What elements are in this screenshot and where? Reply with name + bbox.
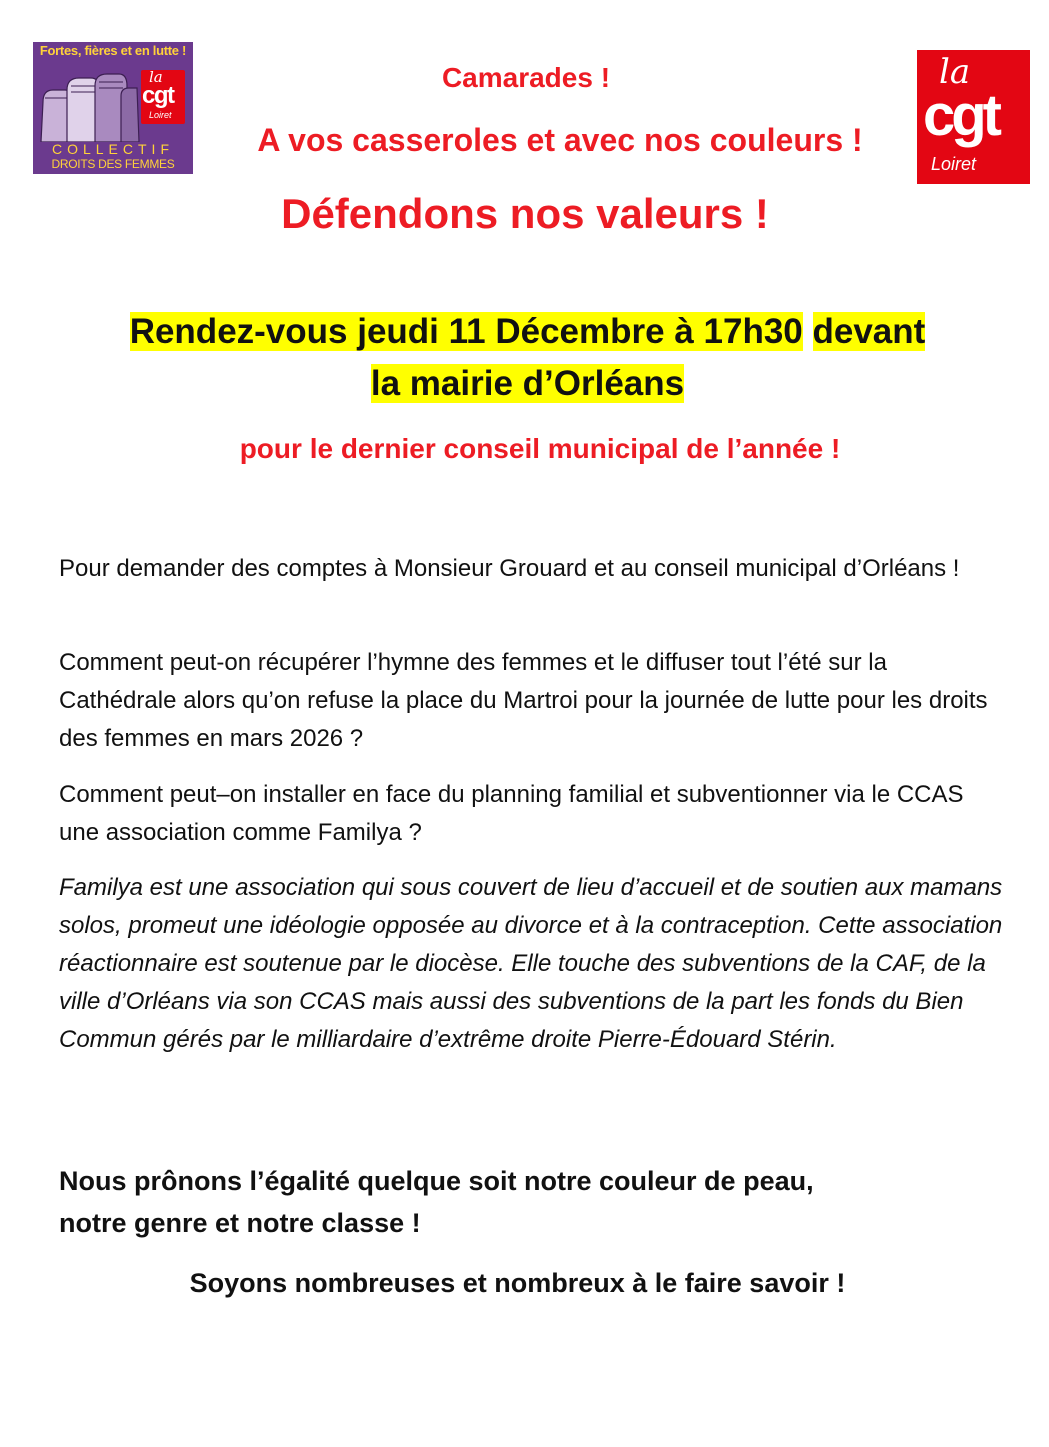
raised-fists-icon bbox=[37, 60, 141, 142]
logo-droits-text: DROITS DES FEMMES bbox=[51, 157, 175, 171]
rendezvous-datetime: Rendez-vous jeudi 11 Décembre à 17h30 bbox=[129, 312, 803, 351]
badge-la-text: la bbox=[149, 68, 163, 86]
logo-collectif-text: COLLECTIF bbox=[51, 141, 174, 157]
paragraph-comptes: Pour demander des comptes à Monsieur Grouard et au conseil municipal d’Orléans ! bbox=[59, 555, 960, 582]
collectif-droits-des-femmes-logo bbox=[33, 42, 193, 174]
logo-tagline: Fortes, fières et en lutte ! bbox=[39, 43, 187, 58]
logo-la-text: la bbox=[939, 52, 971, 92]
rendezvous-devant: devant bbox=[812, 312, 926, 351]
cgt-mini-badge bbox=[141, 70, 185, 124]
paragraph-familya: Familya est une association qui sous couvert de lieu d’accueil et de soutien aux mamans solos, promeut une idéologie opposée au divorce et à la contraception. Cette association réactionnaire est soutenue par le diocèse. Elle touche des subventions de la CAF, de la ville d’Orléans via son CCAS mais aussi des subventions de la part les fonds du Bien Commun gérés par le milliardaire d’extrême droite Pierre-Édouard Stérin. bbox=[59, 874, 1003, 1053]
rendezvous-location: la mairie d’Orléans bbox=[370, 364, 685, 403]
header-casseroles: A vos casseroles et avec nos couleurs ! bbox=[257, 122, 863, 158]
badge-cgt-text: cgt bbox=[142, 82, 174, 109]
closing-egalite-line-1: Nous prônons l’égalité quelque soit notre couleur de peau, bbox=[59, 1166, 814, 1196]
rendezvous-subtitle: pour le dernier conseil municipal de l’année ! bbox=[239, 433, 841, 464]
logo-loiret-text: Loiret bbox=[931, 154, 977, 174]
paragraph-hymne: Comment peut-on récupérer l’hymne des femmes et le diffuser tout l’été sur la Cathédrale alors qu’on refuse la place du Martroi pour la journée de lutte pour les droits des femmes en mars 2026 ? bbox=[59, 649, 988, 752]
header-camarades: Camarades ! bbox=[441, 62, 611, 93]
rendezvous-line-2 bbox=[40, 360, 1015, 408]
cgt-loiret-logo bbox=[917, 50, 1030, 184]
rendezvous-line-1 bbox=[40, 308, 1015, 356]
badge-loiret-text: Loiret bbox=[149, 110, 172, 120]
paragraph-planning: Comment peut–on installer en face du planning familial et subventionner via le CCAS une association comme Familya ? bbox=[59, 781, 964, 846]
closing-egalite-line-2: notre genre et notre classe ! bbox=[59, 1208, 421, 1238]
logo-cgt-text: cgt bbox=[923, 83, 998, 148]
closing-call-to-action: Soyons nombreuses et nombreux à le faire savoir ! bbox=[189, 1268, 846, 1298]
page-title: Défendons nos valeurs ! bbox=[281, 190, 769, 237]
